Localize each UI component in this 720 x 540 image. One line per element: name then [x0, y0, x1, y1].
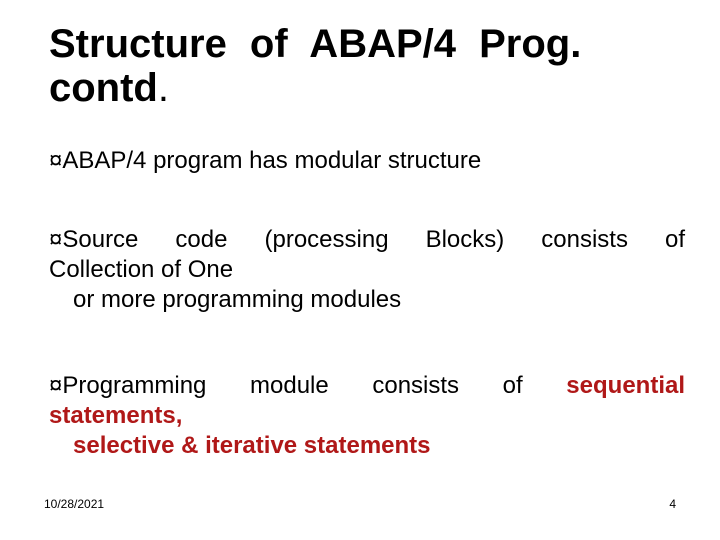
bullet-1	[49, 146, 685, 176]
footer-date: 10/28/2021	[44, 497, 105, 511]
bullet-1-line-1	[49, 146, 685, 176]
bullet-marker: ¤	[49, 226, 63, 253]
bullet-3-highlight: sequential	[566, 372, 685, 399]
title-period: .	[157, 66, 169, 110]
bullet-3-line-2: statements,	[49, 402, 183, 429]
bullet-1-text: ABAP/4 program has modular structure	[62, 147, 482, 174]
bullet-3	[49, 371, 685, 461]
title-line-2	[49, 66, 689, 110]
bullet-3-line-3: selective & iterative statements	[73, 432, 431, 459]
bullet-3-line-1	[49, 371, 685, 401]
bullet-marker: ¤	[49, 147, 63, 174]
bullet-2-line-3: or more programming modules	[73, 286, 402, 313]
bullet-2-text-1: Source code (processing Blocks) consists of	[62, 226, 685, 253]
bullet-marker: ¤	[49, 372, 63, 399]
title-line-1: Structure of ABAP/4 Prog.	[49, 22, 582, 66]
bullet-2-line-1	[49, 225, 685, 255]
bullet-2-line-2: Collection of One	[49, 256, 234, 283]
bullet-3-text-1: Programming module consists of	[62, 372, 567, 399]
slide-title	[49, 22, 689, 110]
bullet-2	[49, 225, 685, 315]
title-line-2-text: contd	[49, 66, 158, 110]
footer-page-number: 4	[669, 497, 676, 511]
